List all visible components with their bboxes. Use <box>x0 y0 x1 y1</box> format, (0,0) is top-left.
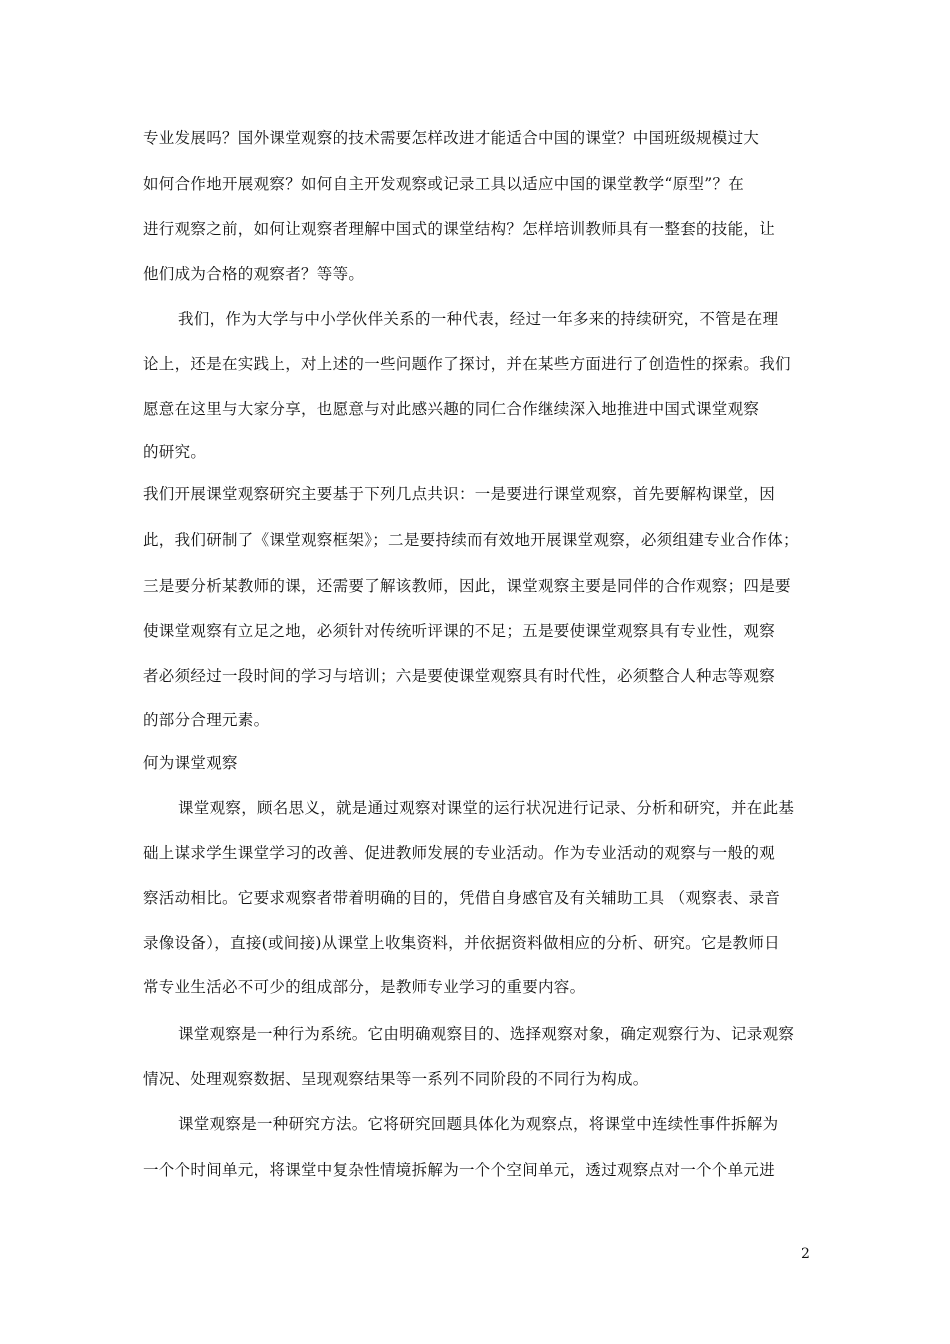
paragraph-3-line-4: 使课堂观察有立足之地，必须针对传统听评课的不足；五是要使课堂观察具有专业性，观察 <box>143 622 776 640</box>
paragraph-4-line-4: 录像设备），直接(或间接)从课堂上收集资料，并依据资料做相应的分析、研究。它是教师日 <box>143 934 780 952</box>
page-number: 2 <box>801 1246 810 1262</box>
paragraph-3-line-5: 者必须经过一段时间的学习与培训；六是要使课堂观察具有时代性，必须整合人种志等观察 <box>143 667 776 685</box>
paragraph-3-line-1: 我们开展课堂观察研究主要基于下列几点共识：一是要进行课堂观察，首先要解构课堂，因 <box>143 485 776 503</box>
paragraph-2-line-4: 的研究。 <box>143 443 207 461</box>
paragraph-4-line-1: 课堂观察，顾名思义，就是通过观察对课堂的运行状况进行记录、分析和研究，并在此基 <box>178 799 795 817</box>
paragraph-4-line-2: 础上谋求学生课堂学习的改善、促进教师发展的专业活动。作为专业活动的观察与一般的观 <box>143 844 776 862</box>
paragraph-4-line-5: 常专业生活必不可少的组成部分，是教师专业学习的重要内容。 <box>143 978 586 996</box>
paragraph-4-line-3: 察活动相比。它要求观察者带着明确的目的，凭借自身感官及有关辅助工具 （观察表、录音 <box>143 889 781 907</box>
paragraph-5-line-2: 情况、处理观察数据、呈现观察结果等一系列不同阶段的不同行为构成。 <box>143 1070 649 1088</box>
paragraph-2-line-1: 我们，作为大学与中小学伙伴关系的一种代表，经过一年多来的持续研究，不管是在理 <box>178 310 779 328</box>
paragraph-6-line-1: 课堂观察是一种研究方法。它将研究回题具体化为观察点，将课堂中连续性事件拆解为 <box>178 1115 779 1133</box>
paragraph-3-line-3: 三是要分析某教师的课，还需要了解该教师，因此，课堂观察主要是同伴的合作观察；四是要 <box>143 577 791 595</box>
paragraph-1-line-2: 如何合作地开展观察？如何自主开发观察或记录工具以适应中国的课堂教学“原型”？在 <box>143 175 745 193</box>
paragraph-3-line-6: 的部分合理元素。 <box>143 711 270 729</box>
paragraph-3-line-2: 此，我们研制了《课堂观察框架》；二是要持续而有效地开展课堂观察，必须组建专业合作体； <box>143 531 799 549</box>
paragraph-5-line-1: 课堂观察是一种行为系统。它由明确观察目的、选择观察对象，确定观察行为、记录观察 <box>178 1025 795 1043</box>
paragraph-2-line-2: 论上，还是在实践上，对上述的一些问题作了探讨，并在某些方面进行了创造性的探索。我们 <box>143 355 791 373</box>
paragraph-1-line-3: 进行观察之前，如何让观察者理解中国式的课堂结构？怎样培训教师具有一整套的技能，让 <box>143 220 776 238</box>
paragraph-1-line-4: 他们成为合格的观察者？等等。 <box>143 265 365 283</box>
paragraph-6-line-2: 一个个时间单元，将课堂中复杂性情境拆解为一个个空间单元，透过观察点对一个个单元进 <box>143 1161 776 1179</box>
section-heading: 何为课堂观察 <box>143 754 238 772</box>
paragraph-1-line-1: 专业发展吗？国外课堂观察的技术需要怎样改进才能适合中国的课堂？中国班级规模过大 <box>143 129 760 147</box>
paragraph-2-line-3: 愿意在这里与大家分享，也愿意与对此感兴趣的同仁合作继续深入地推进中国式课堂观察 <box>143 400 760 418</box>
